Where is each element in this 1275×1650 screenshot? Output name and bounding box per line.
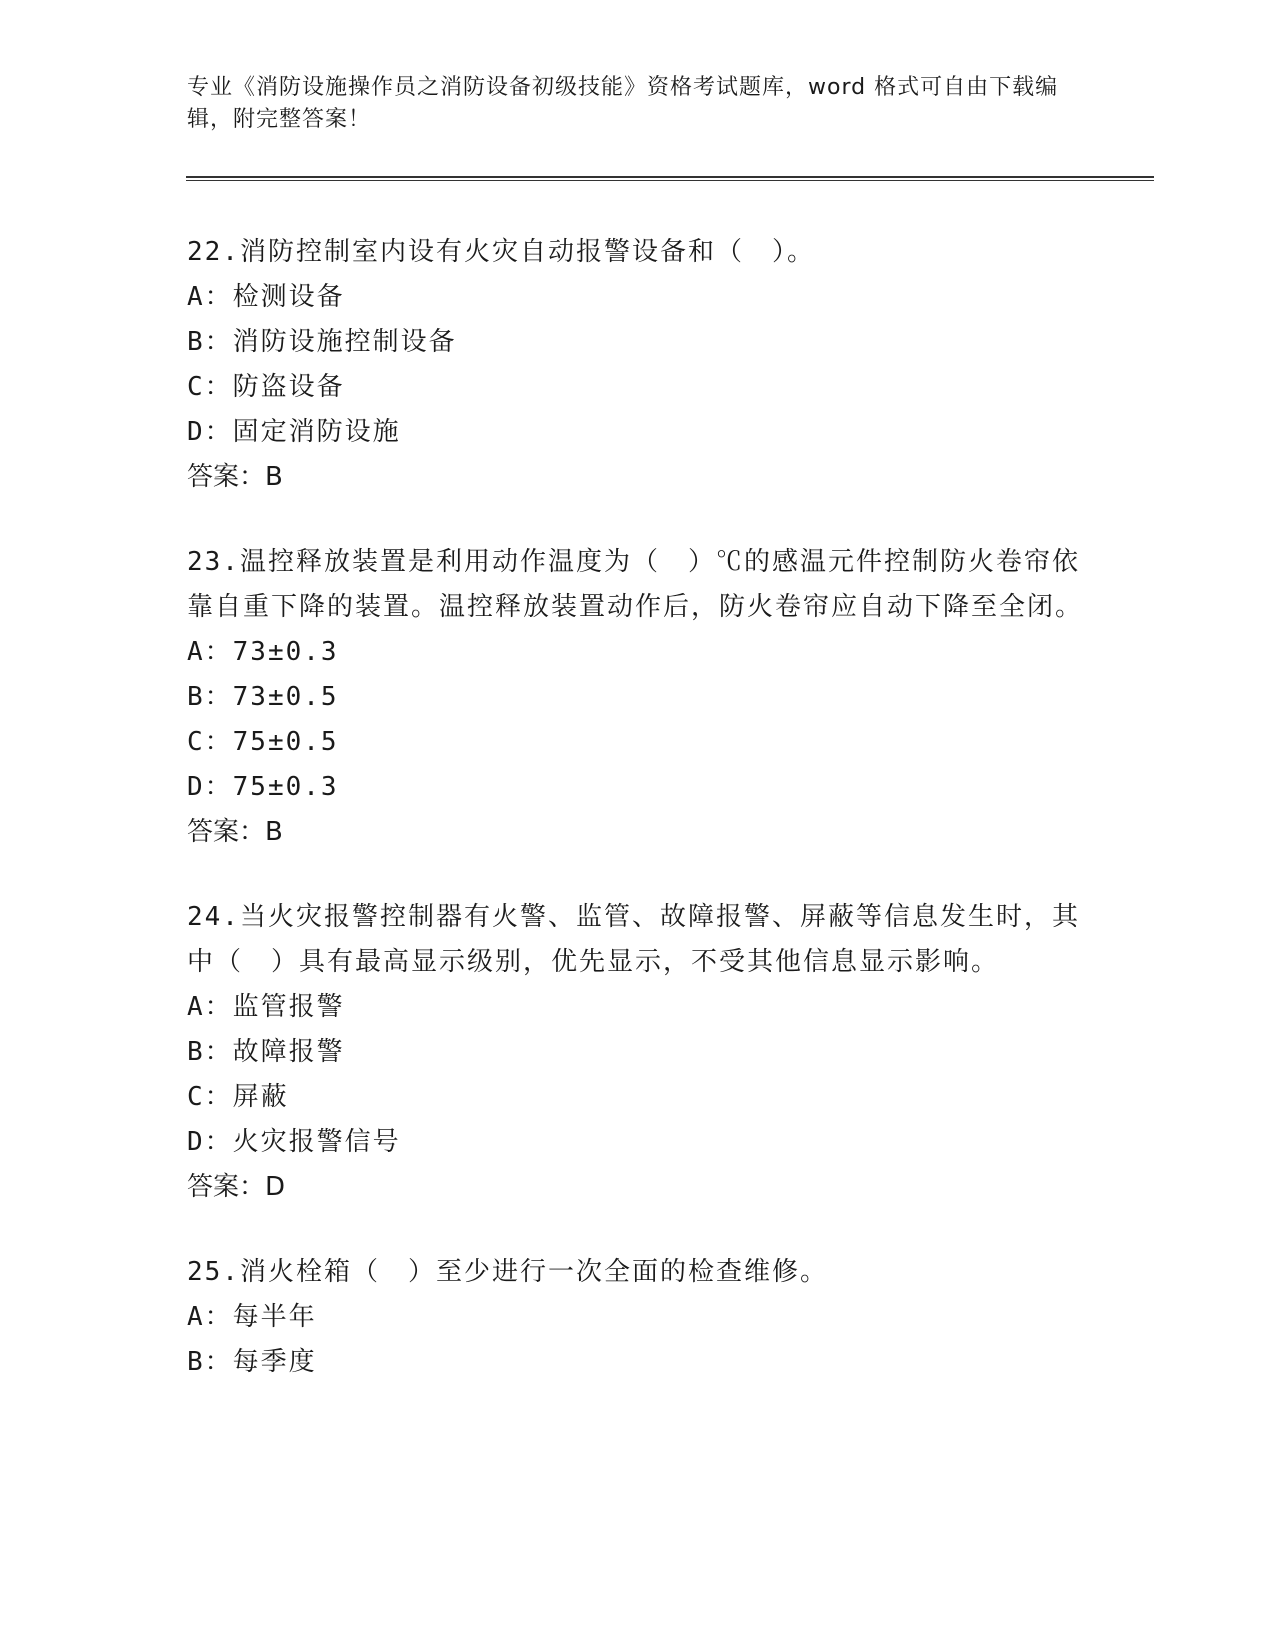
question-stem: 24.当火灾报警控制器有火警、监管、故障报警、屏蔽等信息发生时，其中（ ）具有最高显示级别，优先显示，不受其他信息显示影响。 bbox=[187, 902, 1080, 977]
header-divider bbox=[186, 176, 1154, 181]
option-b: B：每季度 bbox=[187, 1347, 317, 1377]
option-b: B：故障报警 bbox=[187, 1037, 345, 1067]
question-stem: 23.温控释放装置是利用动作温度为（ ）℃的感温元件控制防火卷帘依靠自重下降的装置。温控释放装置动作后，防火卷帘应自动下降至全闭。 bbox=[187, 547, 1084, 622]
option-b: B：消防设施控制设备 bbox=[187, 327, 457, 357]
question-list bbox=[187, 230, 1087, 1425]
option-d: D：固定消防设施 bbox=[187, 417, 401, 447]
answer-line: 答案：D bbox=[187, 1172, 286, 1202]
option-c: C：屏蔽 bbox=[187, 1082, 289, 1112]
option-a: A：监管报警 bbox=[187, 992, 345, 1022]
question-stem: 22.消防控制室内设有火灾自动报警设备和（ ）。 bbox=[187, 237, 815, 267]
question-25 bbox=[187, 1250, 1087, 1385]
document-header: 专业《消防设施操作员之消防设备初级技能》资格考试题库，word 格式可自由下载编辑，附完整答案！ bbox=[187, 75, 1059, 132]
option-d: D：75±0.3 bbox=[187, 772, 339, 802]
option-c: C：75±0.5 bbox=[187, 727, 339, 757]
question-22 bbox=[187, 230, 1087, 500]
option-a: A：73±0.3 bbox=[187, 637, 339, 667]
option-d: D：火灾报警信号 bbox=[187, 1127, 401, 1157]
answer-line: 答案：B bbox=[187, 817, 283, 847]
question-stem: 25.消火栓箱（ ）至少进行一次全面的检查维修。 bbox=[187, 1257, 828, 1287]
question-23 bbox=[187, 540, 1087, 855]
answer-line: 答案：B bbox=[187, 462, 283, 492]
option-a: A：检测设备 bbox=[187, 282, 345, 312]
option-b: B：73±0.5 bbox=[187, 682, 339, 712]
option-a: A：每半年 bbox=[187, 1302, 317, 1332]
question-24 bbox=[187, 895, 1087, 1210]
option-c: C：防盗设备 bbox=[187, 372, 345, 402]
